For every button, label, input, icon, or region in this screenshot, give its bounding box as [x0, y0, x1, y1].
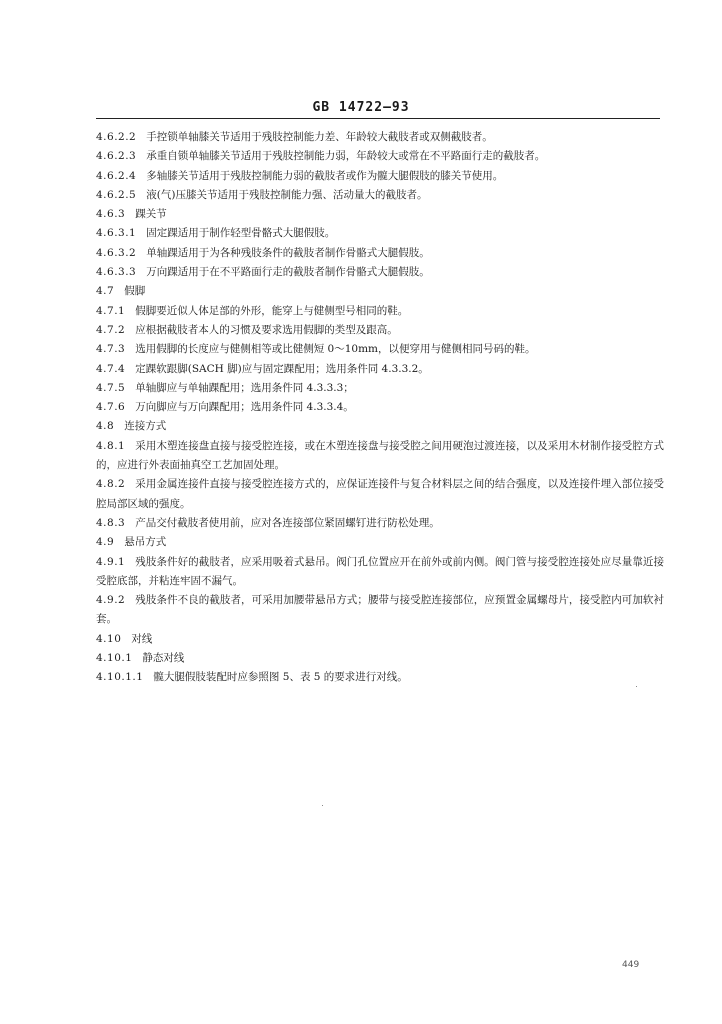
clause-line [96, 533, 664, 552]
clause-line [96, 475, 664, 514]
clause-line [96, 263, 664, 282]
clause-text: 悬吊方式 [124, 536, 167, 549]
clause-text: 应根据截肢者本人的习惯及要求选用假脚的类型及跟高。 [135, 323, 398, 336]
clause-line [96, 417, 664, 436]
clause-number: 4.7.2 [96, 323, 126, 336]
clause-line [96, 321, 664, 340]
clause-number: 4.10 [96, 632, 122, 645]
clause-text: 选用假脚的长度应与健侧相等或比健侧短 0～10mm，以便穿用与健侧相同号码的鞋。 [135, 343, 536, 356]
scan-speck [636, 686, 637, 687]
scan-speck [322, 805, 323, 806]
clause-line [96, 514, 664, 533]
clause-line [96, 147, 664, 166]
clause-line [96, 302, 664, 321]
clause-line [96, 379, 664, 398]
clause-number: 4.7.4 [96, 362, 126, 375]
clause-number: 4.8.1 [96, 439, 126, 452]
clause-line [96, 649, 664, 668]
clause-text: 万向踝适用于在不平路面行走的截肢者制作骨骼式大腿假肢。 [146, 266, 430, 279]
clause-text: 假脚要近似人体足部的外形，能穿上与健侧型号相同的鞋。 [135, 304, 409, 317]
clause-text: 手控锁单轴膝关节适用于残肢控制能力差、年龄较大截肢者或双侧截肢者。 [146, 131, 493, 143]
clause-number: 4.7.3 [96, 343, 126, 356]
clause-line [96, 398, 664, 417]
clause-text: 定踝软跟脚(SACH 脚)应与固定踝配用；选用条件同 4.3.3.2。 [135, 362, 429, 375]
clause-number: 4.7 [96, 285, 115, 298]
clause-number: 4.10.1 [96, 652, 133, 665]
clause-text: 髋大腿假肢装配时应参照图 5、表 5 的要求进行对线。 [153, 671, 408, 684]
clause-line [96, 360, 664, 379]
clause-line [96, 591, 664, 630]
clause-text: 静态对线 [142, 652, 185, 665]
clause-number: 4.6.3.1 [96, 227, 137, 240]
clause-text: 承重自锁单轴膝关节适用于残肢控制能力弱，年龄较大或常在不平路面行走的截肢者。 [146, 150, 546, 163]
clause-line [96, 205, 664, 224]
clause-number: 4.6.3.3 [96, 266, 137, 279]
clause-text: 产品交付截肢者使用前，应对各连接部位紧固螺钉进行防松处理。 [135, 516, 440, 529]
clause-number: 4.6.2.2 [96, 131, 137, 143]
clause-text: 采用金属连接件直接与接受腔连接方式的，应保证连接件与复合材料层之间的结合强度，以及连接件埋入部位接受腔局部区域的强度。 [96, 478, 664, 510]
document-body [96, 128, 664, 688]
clause-text: 采用木塑连接盘直接与接受腔连接，或在木塑连接盘与接受腔之间用硬泡过渡连接，以及采用木材制作接受腔方式的，应进行外表面抽真空工艺加固处理。 [96, 439, 664, 472]
clause-number: 4.8.2 [96, 478, 126, 491]
page-number: 449 [622, 960, 640, 970]
clause-line [96, 128, 664, 147]
clause-text: 对线 [131, 632, 153, 645]
clause-number: 4.6.2.4 [96, 169, 137, 182]
clause-number: 4.7.6 [96, 401, 126, 414]
clause-text: 踝关节 [135, 208, 167, 221]
clause-text: 残肢条件不良的截肢者，可采用加腰带悬吊方式；腰带与接受腔连接部位，应预置金属螺母片，接受腔内可加软衬套。 [96, 594, 664, 626]
clause-line [96, 224, 664, 243]
clause-line [96, 437, 664, 476]
clause-text: 固定踝适用于制作轻型骨骼式大腿假肢。 [146, 227, 336, 240]
page-header-title: GB 14722—93 [312, 100, 410, 115]
clause-text: 假脚 [124, 285, 146, 298]
clause-line [96, 340, 664, 359]
clause-text: 多轴膝关节适用于残肢控制能力弱的截肢者或作为髋大腿假肢的膝关节使用。 [146, 169, 504, 182]
clause-number: 4.6.3 [96, 208, 126, 221]
clause-line [96, 668, 664, 687]
clause-text: 连接方式 [124, 420, 167, 433]
clause-line [96, 244, 664, 263]
clause-number: 4.8.3 [96, 516, 126, 529]
clause-number: 4.7.5 [96, 381, 126, 394]
clause-line [96, 186, 664, 205]
clause-number: 4.9.1 [96, 555, 126, 568]
clause-text: 残肢条件好的截肢者，应采用吸着式悬吊。阀门孔位置应开在前外或前内侧。阀门管与接受腔连接处应尽量靠近接受腔底部，并粘连牢固不漏气。 [96, 555, 664, 587]
clause-number: 4.9.2 [96, 594, 126, 607]
clause-number: 4.6.3.2 [96, 246, 137, 259]
clause-number: 4.6.2.5 [96, 188, 137, 201]
clause-number: 4.6.2.3 [96, 150, 137, 163]
clause-line [96, 630, 664, 649]
clause-line [96, 167, 664, 186]
clause-line [96, 553, 664, 592]
header-divider [96, 118, 660, 119]
clause-text: 单轴脚应与单轴踝配用；选用条件同 4.3.3.3； [135, 381, 354, 394]
clause-text: 单轴踝适用于为各种残肢条件的截肢者制作骨骼式大腿假肢。 [146, 246, 430, 259]
clause-number: 4.9 [96, 536, 115, 549]
clause-line [96, 282, 664, 301]
clause-number: 4.7.1 [96, 304, 126, 317]
clause-number: 4.8 [96, 420, 115, 433]
clause-text: 万向脚应与万向踝配用；选用条件同 4.3.3.4。 [135, 401, 354, 414]
clause-number: 4.10.1.1 [96, 671, 144, 684]
clause-text: 液(气)压膝关节适用于残肢控制能力强、活动量大的截肢者。 [146, 188, 428, 201]
